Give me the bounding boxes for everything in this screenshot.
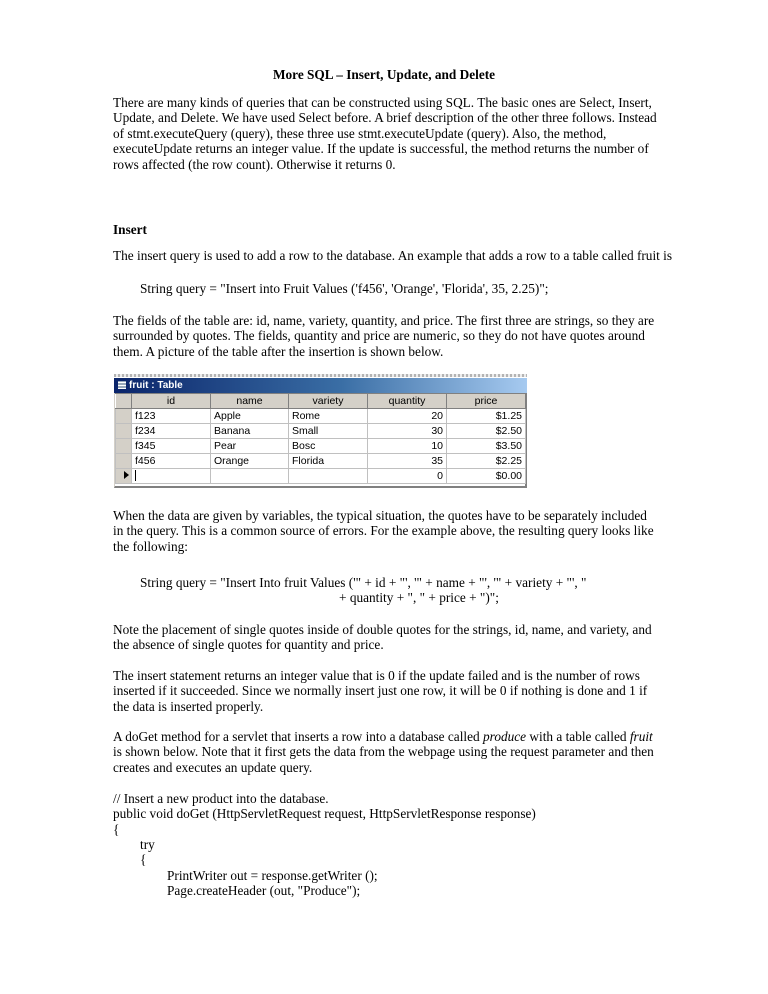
intro-paragraph: There are many kinds of queries that can be constructed using SQL. The basic ones are Select, Insert, Update, and Delete. We have used Select before. A brief description of the other three follows. Instead of stmt.executeQuery (query), these three use stmt.executeUpdate (query). Also, the method, executeUpdate returns an integer value. If the update is successful, the method returns the number of rows affected (the row count). Otherwise it returns 0. [113,95,657,172]
code-printwriter: PrintWriter out = response.getWriter (); [167,868,378,883]
doget-description [113,729,658,775]
cell-price[interactable]: $2.25 [447,454,526,469]
cell-quantity[interactable]: 10 [368,439,447,454]
column-header-quantity[interactable]: quantity [368,394,447,409]
fruit-table-window [114,374,527,490]
current-record-arrow-icon [124,471,129,479]
column-header-price[interactable]: price [447,394,526,409]
table-name: fruit [629,729,653,744]
database-name: produce [482,729,527,744]
cell-id-new[interactable] [132,469,211,484]
table-header-row [116,394,526,409]
window-title: fruit : Table [129,380,183,391]
return-value-description: The insert statement returns an integer value that is 0 if the update failed and is the number of rows inserted if it succeeded. Since we normally insert just one row, it will be 0 if nothing is done and 1 if the data is inserted properly. [113,668,648,714]
code-method-signature: public void doGet (HttpServletRequest request, HttpServletResponse response) [113,806,536,821]
row-selector[interactable] [116,409,132,424]
variable-query-line-1: String query = "Insert Into fruit Values ('" + id + "', '" + name + "', '" + variety + "', " [140,575,587,590]
text-cursor [135,470,136,481]
current-record-selector[interactable] [116,469,132,484]
cell-quantity[interactable]: 35 [368,454,447,469]
fruit-table [115,393,526,484]
row-selector[interactable] [116,424,132,439]
cell-price[interactable]: $2.50 [447,424,526,439]
window-titlebar [114,378,527,393]
cell-price-new[interactable]: $0.00 [447,469,526,484]
cell-name[interactable]: Pear [211,439,289,454]
code-try: try [140,837,155,852]
cell-name[interactable]: Banana [211,424,289,439]
table-row [116,424,526,439]
cell-variety-new[interactable] [289,469,368,484]
cell-quantity[interactable]: 20 [368,409,447,424]
doget-text-b: with a table called [526,729,630,744]
select-all-corner[interactable] [116,394,132,409]
doget-text-c: is shown below. Note that it first gets the data from the webpage using the request parameter and then creates and executes an update query. [113,744,654,775]
table-row [116,454,526,469]
cell-id[interactable]: f123 [132,409,211,424]
column-header-name[interactable]: name [211,394,289,409]
cell-name[interactable]: Apple [211,409,289,424]
insert-description: The insert query is used to add a row to the database. An example that adds a row to a table called fruit is [113,248,673,263]
code-open-brace: { [113,822,120,837]
cell-variety[interactable]: Small [289,424,368,439]
column-header-variety[interactable]: variety [289,394,368,409]
cell-id[interactable]: f345 [132,439,211,454]
cell-variety[interactable]: Rome [289,409,368,424]
cell-variety[interactable]: Bosc [289,439,368,454]
page-title: More SQL – Insert, Update, and Delete [272,67,496,82]
code-create-header: Page.createHeader (out, "Produce"); [167,883,361,898]
window-top-strip [114,374,527,377]
new-record-row [116,469,526,484]
variable-query-line-2: + quantity + ", " + price + ")"; [339,590,499,605]
table-row [116,409,526,424]
cell-price[interactable]: $3.50 [447,439,526,454]
table-icon [118,381,126,389]
row-selector[interactable] [116,454,132,469]
cell-variety[interactable]: Florida [289,454,368,469]
row-selector[interactable] [116,439,132,454]
section-heading-insert: Insert [113,222,147,237]
datasheet-grid [114,393,527,488]
cell-quantity-new[interactable]: 0 [368,469,447,484]
code-try-brace: { [140,852,147,867]
quotes-note: Note the placement of single quotes inside of double quotes for the strings, id, name, and variety, and the absence of single quotes for quantity and price. [113,622,652,653]
column-header-id[interactable]: id [132,394,211,409]
cell-name-new[interactable] [211,469,289,484]
cell-id[interactable]: f456 [132,454,211,469]
cell-price[interactable]: $1.25 [447,409,526,424]
table-row [116,439,526,454]
cell-quantity[interactable]: 30 [368,424,447,439]
cell-name[interactable]: Orange [211,454,289,469]
doget-text-a: A doGet method for a servlet that inserts a row into a database called [113,729,483,744]
code-comment: // Insert a new product into the database. [113,791,329,806]
fields-description: The fields of the table are: id, name, variety, quantity, and price. The first three are strings, so they are surrounded by quotes. The fields, quantity and price are numeric, so they do not have quotes around them. A picture of the table after the insertion is shown below. [113,313,655,359]
variables-description: When the data are given by variables, the typical situation, the quotes have to be separately included in the query. This is a common source of errors. For the example above, the resulting query looks like the following: [113,508,654,554]
insert-example-code: String query = "Insert into Fruit Values ('f456', 'Orange', 'Florida', 35, 2.25)"; [140,281,549,296]
cell-id[interactable]: f234 [132,424,211,439]
